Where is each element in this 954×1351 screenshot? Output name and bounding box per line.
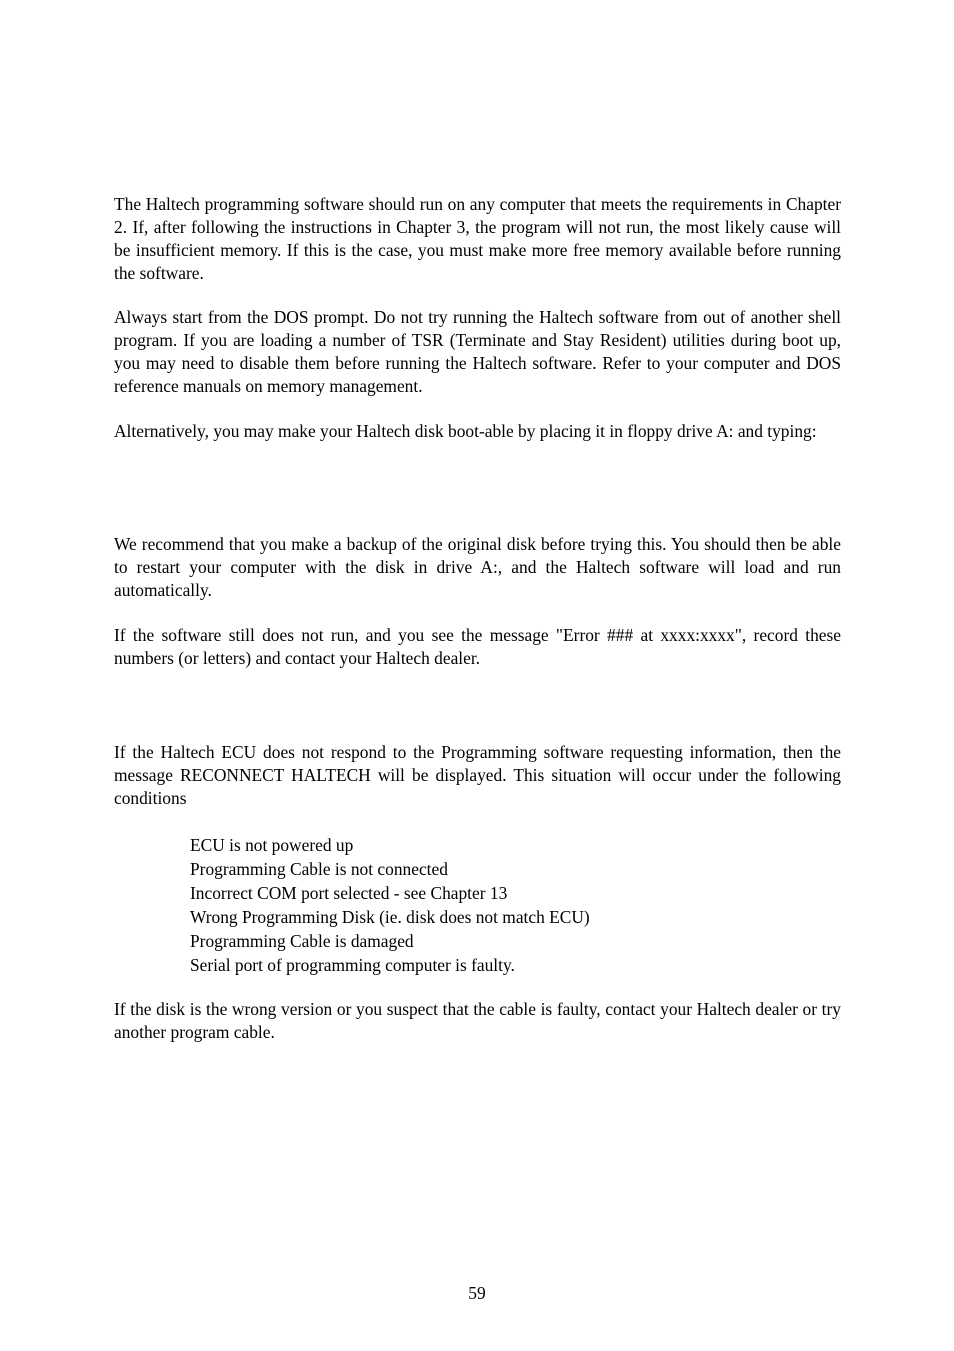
- list-item: ECU is not powered up: [190, 835, 354, 855]
- list-item: Wrong Programming Disk (ie. disk does not match ECU): [190, 907, 590, 927]
- paragraph-bootable-disk: Alternatively, you may make your Haltech disk boot-able by placing it in floppy drive A: and typing:: [114, 421, 817, 441]
- list-item: Programming Cable is damaged: [190, 931, 414, 951]
- list-item: Programming Cable is not connected: [190, 859, 448, 879]
- paragraph-dos-prompt: Always start from the DOS prompt. Do not try running the Haltech software from out of another shell program. If you are loading a number of TSR (Terminate and Stay Resident) utilities during boot up, you may need to disable them before running the Haltech software. Refer to your computer and DOS reference manuals on memory management.: [114, 307, 841, 396]
- paragraph-backup-recommendation: We recommend that you make a backup of the original disk before trying this. You should then be able to restart your computer with the disk in drive A:, and the Haltech software will load and run automatically.: [114, 534, 841, 600]
- list-item: Incorrect COM port selected - see Chapter 13: [190, 883, 508, 903]
- paragraph-software-requirements: The Haltech programming software should run on any computer that meets the requirements in Chapter 2. If, after following the instructions in Chapter 3, the program will not run, the most likely cause will be insufficient memory. If this is the case, you must make more free memory available before running the software.: [114, 194, 841, 283]
- paragraph-wrong-version: If the disk is the wrong version or you suspect that the cable is faulty, contact your Haltech dealer or try another program cable.: [114, 999, 841, 1042]
- conditions-list: [190, 833, 810, 977]
- list-item: Serial port of programming computer is faulty.: [190, 955, 515, 975]
- paragraph-reconnect-haltech: If the Haltech ECU does not respond to the Programming software requesting information, then the message RECONNECT HALTECH will be displayed. This situation will occur under the following conditions: [114, 742, 841, 808]
- page-number: 59: [468, 1283, 486, 1303]
- paragraph-error-message: If the software still does not run, and you see the message "Error ### at xxxx:xxxx", record these numbers (or letters) and contact your Haltech dealer.: [114, 625, 841, 668]
